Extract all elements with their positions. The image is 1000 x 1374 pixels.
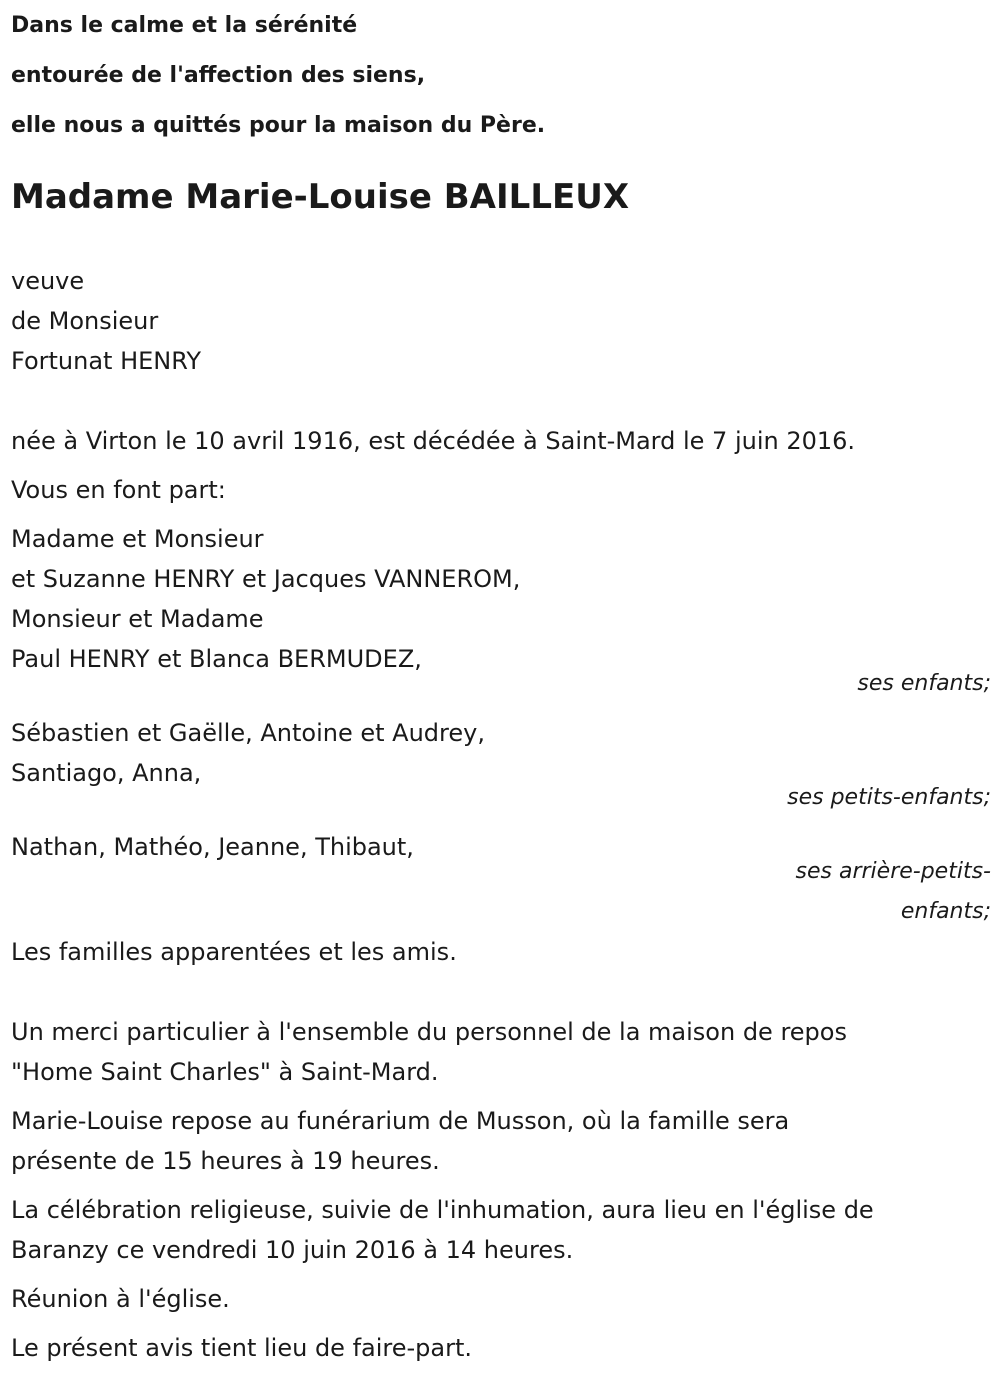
children-line: Paul HENRY et Blanca BERMUDEZ, (11, 645, 422, 673)
great-grandchildren-line: Nathan, Mathéo, Jeanne, Thibaut, (11, 833, 414, 861)
birth-death-line: née à Virton le 10 avril 1916, est décédée à Saint-Mard le 7 juin 2016. (11, 427, 856, 455)
deceased-name: Madame Marie-Louise BAILLEUX (11, 177, 630, 217)
role-line: ses arrière-petits- (795, 859, 991, 884)
widow-line: Fortunat HENRY (11, 347, 202, 375)
intro-line: elle nous a quittés pour la maison du Père. (11, 113, 546, 138)
intro-verse (11, 1, 991, 151)
notice-line: Le présent avis tient lieu de faire-part. (11, 1334, 473, 1362)
meeting-line: Réunion à l'église. (11, 1285, 230, 1313)
intro-line: entourée de l'affection des siens, (11, 63, 426, 88)
intro-line: Dans le calme et la sérénité (11, 13, 358, 38)
children-role: ses enfants; (857, 671, 991, 696)
announce-line: Vous en font part: (11, 476, 226, 504)
children-group (11, 519, 991, 679)
children-line: Madame et Monsieur (11, 525, 264, 553)
funerarium-line: présente de 15 heures à 19 heures. (11, 1147, 440, 1175)
grandchildren-role: ses petits-enfants; (787, 785, 991, 810)
children-line: et Suzanne HENRY et Jacques VANNEROM, (11, 565, 521, 593)
ceremony-paragraph (11, 1190, 991, 1270)
grandchildren-line: Santiago, Anna, (11, 759, 202, 787)
ceremony-line: La célébration religieuse, suivie de l'inhumation, aura lieu en l'église de (11, 1196, 874, 1224)
funerarium-line: Marie-Louise repose au funérarium de Musson, où la famille sera (11, 1107, 790, 1135)
widow-line: veuve (11, 267, 85, 295)
thanks-line: "Home Saint Charles" à Saint-Mard. (11, 1058, 439, 1086)
role-line: enfants; (900, 899, 991, 924)
ceremony-line: Baranzy ce vendredi 10 juin 2016 à 14 heures. (11, 1236, 574, 1264)
thanks-paragraph (11, 1012, 991, 1092)
widow-info (11, 261, 991, 381)
obituary-notice (11, 0, 991, 1368)
funerarium-paragraph (11, 1101, 991, 1181)
widow-line: de Monsieur (11, 307, 159, 335)
children-line: Monsieur et Madame (11, 605, 264, 633)
families-line: Les familles apparentées et les amis. (11, 938, 457, 966)
thanks-line: Un merci particulier à l'ensemble du personnel de la maison de repos (11, 1018, 847, 1046)
grandchildren-line: Sébastien et Gaëlle, Antoine et Audrey, (11, 719, 485, 747)
